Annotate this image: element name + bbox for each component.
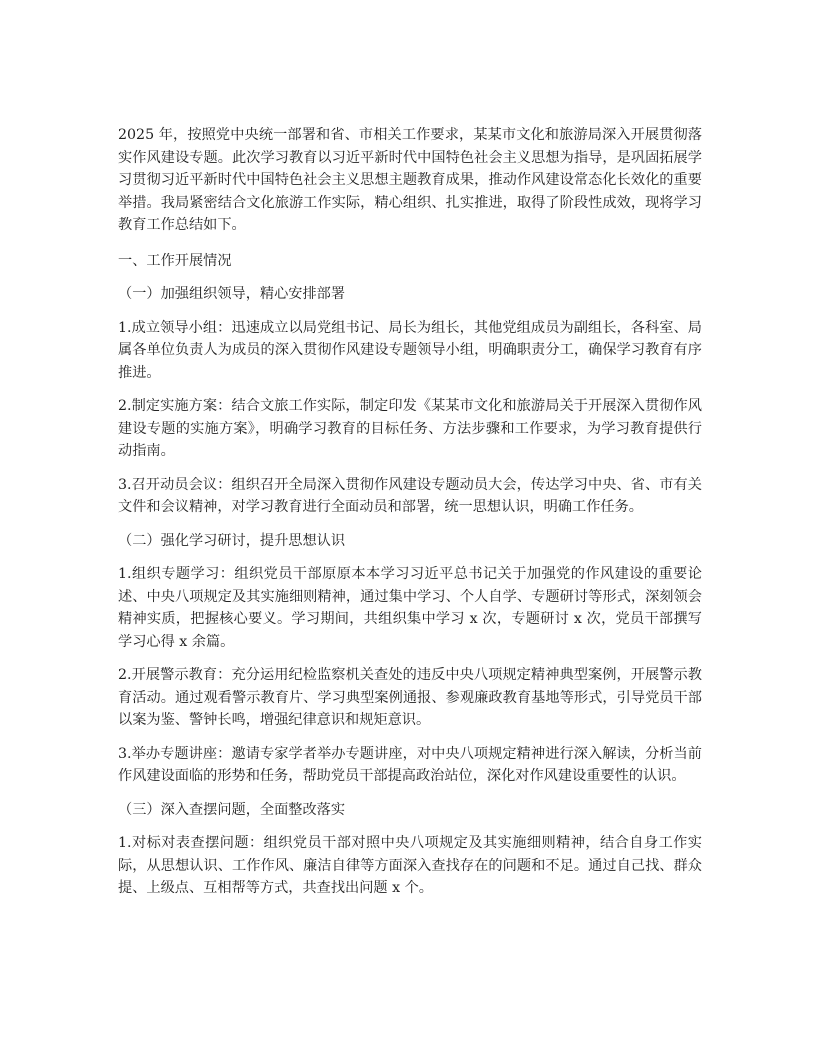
section-heading: 一、工作开展情况 — [118, 252, 232, 269]
subsection-2-item-1: 1.组织专题学习：组织党员干部原原本本学习习近平总书记关于加强党的作风建设的重要论述、中央八项规定及其实施细则精神，通过集中学习、个人自学、专题研讨等形式，深刻领会精神实质，把握核心要义。学习期间，共组织集中学习 x 次，专题研讨 x 次，党员干部撰写学习心得 x 余篇。 — [118, 566, 702, 650]
subsection-heading-2: （二）强化学习研讨，提升思想认识 — [118, 532, 346, 549]
document-page — [118, 124, 702, 911]
subsection-heading-3: （三）深入查摆问题，全面整改落实 — [118, 801, 346, 818]
subsection-2-item-3: 3.举办专题讲座：邀请专家学者举办专题讲座，对中央八项规定精神进行深入解读，分析当前作风建设面临的形势和任务，帮助党员干部提高政治站位，深化对作风建设重要性的认识。 — [118, 745, 702, 784]
subsection-1-item-1: 1.成立领导小组：迅速成立以局党组书记、局长为组长，其他党组成员为副组长，各科室、局属各单位负责人为成员的深入贯彻作风建设专题领导小组，明确职责分工，确保学习教育有序推进。 — [118, 319, 702, 381]
subsection-3-item-1: 1.对标对表查摆问题：组织党员干部对照中央八项规定及其实施细则精神，结合自身工作实际，从思想认识、工作作风、廉洁自律等方面深入查找存在的问题和不足。通过自己找、群众提、上级点、互相帮等方式，共查找出问题 x 个。 — [118, 835, 702, 896]
subsection-heading-1: （一）加强组织领导，精心安排部署 — [118, 286, 346, 302]
intro-paragraph: 2025 年，按照党中央统一部署和省、市相关工作要求，某某市文化和旅游局深入开展贯彻落实作风建设专题。此次学习教育以习近平新时代中国特色社会主义思想为指导，是巩固拓展学习贯彻习近平新时代中国特色社会主义思想主题教育成果，推动作风建设常态化长效化的重要举措。我局紧密结合文化旅游工作实际，精心组织、扎实推进，取得了阶段性成效，现将学习教育工作总结如下。 — [118, 127, 702, 233]
subsection-1-item-3: 3.召开动员会议：组织召开全局深入贯彻作风建设专题动员大会，传达学习中央、省、市有关文件和会议精神，对学习教育进行全面动员和部署，统一思想认识，明确工作任务。 — [118, 476, 702, 515]
subsection-2-item-2: 2.开展警示教育：充分运用纪检监察机关查处的违反中央八项规定精神典型案例，开展警示教育活动。通过观看警示教育片、学习典型案例通报、参观廉政教育基地等形式，引导党员干部以案为鉴、警钟长鸣，增强纪律意识和规矩意识。 — [118, 667, 702, 728]
subsection-1-item-2: 2.制定实施方案：结合文旅工作实际，制定印发《某某市文化和旅游局关于开展深入贯彻作风建设专题的实施方案》，明确学习教育的目标任务、方法步骤和工作要求，为学习教育提供行动指南。 — [118, 398, 702, 459]
